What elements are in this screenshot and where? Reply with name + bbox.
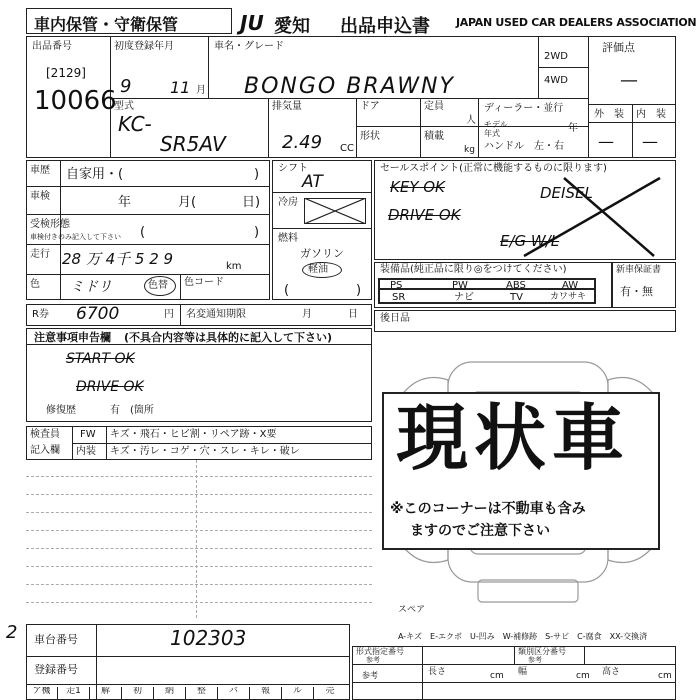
equip-other: カワサキ — [550, 292, 587, 302]
after-sale-section — [374, 310, 676, 332]
dealer-label: ディーラー・並行 — [484, 103, 564, 114]
reg-year: 9 — [120, 76, 132, 97]
name-notice-label: 名変通知期限 — [186, 309, 246, 320]
inspector-interior: 内装 — [76, 446, 96, 457]
history-value: 自家用・( — [66, 167, 124, 182]
inspector-label-2: 記入欄 — [30, 445, 60, 456]
manual-label: 新車保証書 — [616, 265, 662, 275]
selling-points-cross — [374, 174, 676, 260]
equip-navi: ナビ — [454, 292, 474, 303]
ju-logo: JU — [240, 11, 264, 35]
score-label: 評価点 — [602, 41, 635, 54]
category-number-ref: 参考 — [528, 656, 542, 664]
recycle-value: 6700 — [76, 304, 120, 324]
exterior-label: 外 装 — [594, 109, 624, 120]
equip-sr: SR — [392, 292, 406, 303]
color-value: ミドリ — [70, 279, 112, 295]
inspector-fw: FW — [80, 429, 96, 440]
bottom-cell-10: 売 — [325, 687, 335, 696]
equip-aw: AW — [562, 280, 579, 291]
fuel-label: 燃料 — [278, 233, 298, 244]
shift-label: シフト — [278, 163, 308, 174]
remarks-line-1: START OK — [66, 351, 135, 367]
storage-label: 車内保管・守衛保管 — [34, 15, 179, 34]
equipment-label: 装備品(純正品に限り◎をつけてください) — [380, 264, 567, 275]
seats-label: 定員 — [424, 101, 444, 112]
selling-point-1b: DEISEL — [540, 184, 593, 202]
height-unit: cm — [658, 671, 672, 681]
inspector-fw-items: キズ・飛石・ヒビ割・リペア跡・X要 — [110, 429, 277, 440]
model-value: SR5AV — [160, 132, 226, 156]
interior-label: 内 装 — [636, 109, 666, 120]
acceptance-open: ( — [140, 225, 146, 240]
fuel-open: ( — [284, 283, 290, 298]
shape-label: 形状 — [360, 131, 380, 142]
manual-value: 有・無 — [620, 285, 653, 298]
bottom-cell-6: 整 — [186, 687, 218, 700]
bottom-cell-5: 納 — [154, 687, 186, 700]
car-name-value: BONGO BRAWNY — [244, 74, 455, 99]
fuel-diesel: 軽油 — [308, 264, 328, 275]
acceptance-note: 車検付きのみ記入して下さい — [30, 233, 121, 241]
interior-value: — — [642, 132, 658, 151]
as-is-title: 現状車 — [396, 396, 631, 480]
reg-month: 11 — [170, 78, 191, 97]
displacement-unit: CC — [340, 143, 354, 154]
car-name-label: 車名・グレード — [214, 41, 284, 52]
mileage-unit: km — [226, 261, 242, 272]
repair-value: 有 — [110, 405, 120, 416]
as-is-note-2: ますのでご注意下さい — [410, 523, 550, 539]
history-close: ) — [254, 167, 260, 182]
bottom-cell-9: ル — [282, 687, 314, 700]
inspection-month: 月( — [178, 195, 197, 210]
door-label: ドア — [360, 101, 380, 112]
dimensions-ref: 参考 — [362, 671, 378, 680]
form-number-ref: 参考 — [366, 656, 380, 664]
mileage-label: 走行 — [30, 249, 50, 260]
length-unit: cm — [490, 671, 504, 681]
org-name: 愛知 — [274, 16, 310, 37]
acceptance-label: 受検形態 — [30, 219, 70, 230]
registration-label: 登録番号 — [34, 663, 78, 676]
exterior-value: — — [598, 132, 614, 151]
category-number-label: 類別区分番号 — [518, 647, 566, 656]
spare-label: スペア — [398, 605, 426, 615]
inspection-label: 車検 — [30, 191, 50, 202]
bottom-cell-2: 走1 — [58, 687, 90, 700]
chassis-label: 車台番号 — [34, 633, 78, 646]
history-label: 車歴 — [30, 165, 50, 176]
name-notice-day: 日 — [348, 309, 358, 320]
shift-value: AT — [302, 172, 323, 192]
seats-unit: 人 — [466, 115, 476, 126]
selling-point-2: DRIVE OK — [388, 206, 461, 224]
handle-label: ハンドル 左・右 — [484, 141, 564, 152]
displacement-label: 排気量 — [272, 101, 302, 112]
acceptance-close: ) — [254, 225, 260, 240]
reg-month-unit: 月 — [196, 85, 206, 96]
reg-label: 初度登録年月 — [114, 41, 174, 52]
width-unit: cm — [576, 671, 590, 681]
displacement-value: 2.49 — [282, 132, 323, 153]
aircon-label: 冷房 — [278, 197, 298, 208]
bottom-strip — [26, 687, 350, 700]
repair-label: 修復歴 — [46, 405, 76, 416]
model-prefix: KC- — [118, 112, 152, 136]
recycle-unit: 円 — [164, 309, 174, 320]
bottom-cell-7: バ — [218, 687, 250, 700]
bottom-cell-8: 報 — [250, 687, 282, 700]
drive-2wd: 2WD — [544, 51, 568, 62]
width-label: 幅 — [518, 667, 528, 677]
damage-legend: A-キズ E-エクボ U-凹み W-補修跡 S-サビ C-腐食 XX-交換済 — [398, 632, 648, 641]
model-label: 型式 — [114, 101, 134, 112]
height-label: 高さ — [602, 667, 621, 677]
association-name: JAPAN USED CAR DEALERS ASSOCIATION — [456, 16, 697, 29]
form-number-label: 形式指定番号 — [356, 647, 404, 656]
color-code-label: 色コード — [184, 277, 224, 288]
lot-number: 10066 — [34, 86, 117, 116]
selling-points-label: セールスポイント(正常に機能するものに限ります) — [380, 163, 607, 174]
bottom-cell-1: ア機 — [26, 687, 58, 700]
name-notice-month: 月 — [302, 309, 312, 320]
load-unit: kg — [464, 145, 475, 155]
drive-4wd: 4WD — [544, 75, 568, 86]
equip-tv: TV — [510, 292, 523, 303]
length-label: 長さ — [428, 667, 447, 677]
chassis-value: 102303 — [170, 626, 247, 650]
selling-point-1: KEY OK — [390, 178, 445, 196]
recycle-label: R券 — [32, 309, 49, 320]
remarks-label: 注意事項申告欄 — [34, 331, 111, 344]
equip-pw: PW — [452, 280, 468, 291]
fuel-close: ) — [356, 283, 362, 298]
selling-point-3: E/G W/L — [500, 232, 560, 250]
chassis-mark: 2 — [6, 622, 18, 643]
load-label: 積載 — [424, 131, 444, 142]
equip-abs: ABS — [506, 280, 526, 291]
fuel-gas: ガソリン — [300, 247, 344, 260]
form-title: 出品申込書 — [340, 16, 430, 37]
remarks-line-2: DRIVE OK — [76, 379, 144, 395]
model-year-unit: 年 — [568, 123, 578, 134]
bottom-cell-3: 解 — [90, 687, 122, 700]
mileage-value: 28 万 4千 5 2 9 — [62, 250, 174, 268]
inspection-year: 年 — [118, 195, 132, 210]
inspector-label-1: 検査員 — [30, 429, 60, 440]
inspection-day: 日) — [242, 195, 261, 210]
aircon-cross — [304, 198, 366, 224]
color-label: 色 — [30, 279, 40, 290]
inspector-int-items: キズ・汚レ・コゲ・穴・スレ・キレ・破レ — [110, 446, 300, 457]
remarks-sub: (不具合内容等は具体的に記入して下さい) — [124, 331, 333, 344]
score-value: — — [620, 70, 638, 91]
equip-ps: PS — [390, 280, 403, 291]
after-sale-label: 後日品 — [380, 313, 410, 324]
bottom-cell-4: 初 — [122, 687, 154, 700]
lot-label: 出品番号 — [32, 41, 72, 52]
repair-part: (箇所 — [130, 405, 154, 416]
color-change: 色替 — [148, 280, 168, 291]
as-is-note-1: ※このコーナーは不動車も含み — [390, 501, 586, 517]
model-year-label: モデル年式 — [484, 120, 508, 138]
lot-sub: [2129] — [46, 66, 86, 80]
